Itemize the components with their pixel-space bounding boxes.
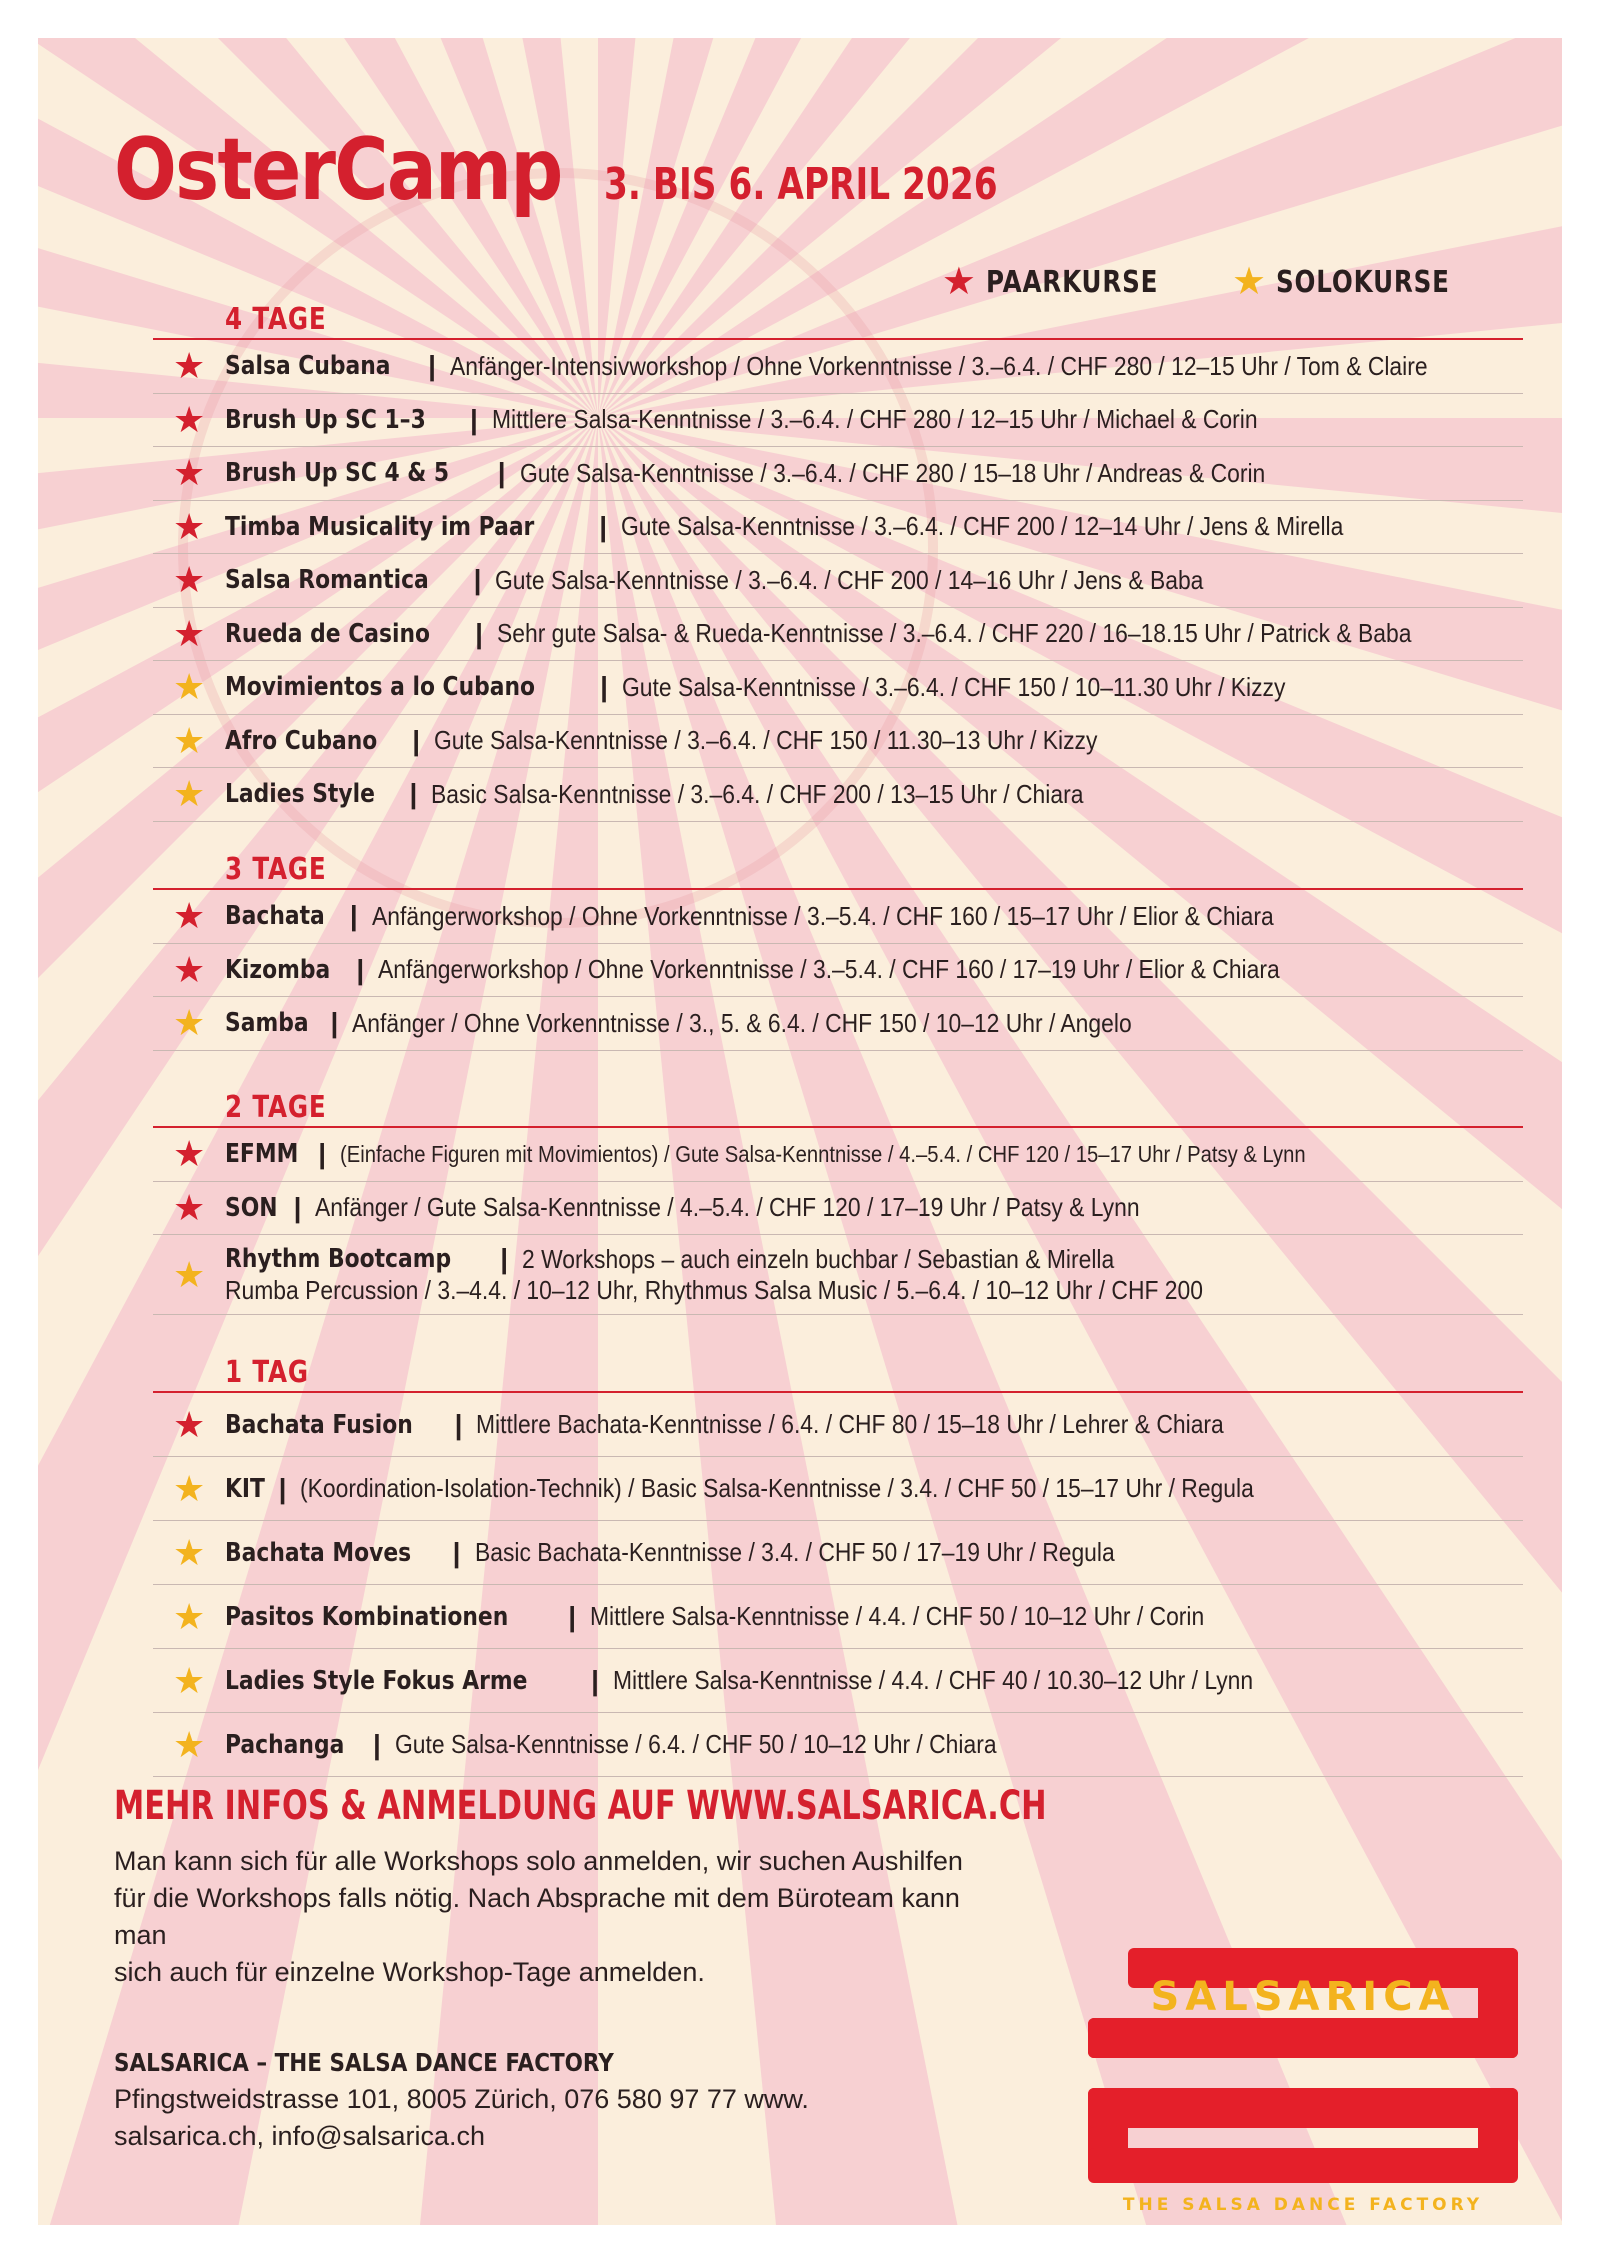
- yellow-star-icon: ★: [173, 1253, 206, 1295]
- course-name: Salsa Cubana: [225, 351, 391, 382]
- course-details: 2 Workshops – auch einzeln buchbar / Sebastian & Mirella: [522, 1243, 1115, 1274]
- course-row: [153, 1235, 1523, 1315]
- course-row: [153, 447, 1523, 501]
- course-name: Ladies Style Fokus Arme: [225, 1665, 528, 1696]
- separator-bar: |: [412, 724, 421, 756]
- course-details: Anfängerworkshop / Ohne Vorkenntnisse / 3.–5.4. / CHF 160 / 17–19 Uhr / Elior & Chiara: [378, 954, 1280, 985]
- separator-bar: |: [349, 900, 358, 932]
- yellow-star-icon: ★: [173, 1723, 206, 1765]
- course-line: [225, 1729, 1078, 1761]
- course-details: (Einfache Figuren mit Movimientos) / Gute Salsa-Kenntnisse / 4.–5.4. / CHF 120 / 15–17 Uhr / Patsy & Lynn: [340, 1140, 1306, 1167]
- info-title: MEHR INFOS & ANMELDUNG AUF WWW.SALSARICA.CH: [114, 1783, 1047, 1829]
- separator-bar: |: [452, 1536, 461, 1568]
- course-details: Mittlere Bachata-Kenntnisse / 6.4. / CHF 80 / 15–18 Uhr / Lehrer & Chiara: [476, 1409, 1225, 1439]
- separator-bar: |: [475, 617, 483, 649]
- course-line: [225, 671, 1376, 703]
- yellow-star-icon: ★: [173, 1531, 206, 1573]
- section-title: [153, 1353, 1523, 1393]
- section-0: [153, 300, 1523, 822]
- course-row: [153, 997, 1523, 1051]
- course-line: [225, 954, 1403, 986]
- separator-bar: |: [278, 1472, 287, 1504]
- separator-bar: |: [318, 1138, 327, 1170]
- separator-bar: |: [470, 403, 478, 435]
- footer-address: [114, 2081, 894, 2155]
- course-details: Mittlere Salsa-Kenntnisse / 4.4. / CHF 50 / 10–12 Uhr / Corin: [590, 1601, 1205, 1631]
- header: [114, 120, 1109, 220]
- yellow-star-icon: ★: [173, 1467, 206, 1509]
- red-star-icon: ★: [173, 345, 206, 387]
- event-dates: 3. BIS 6. APRIL 2026: [604, 159, 999, 210]
- logo-tagline: THE SALSA DANCE FACTORY: [1122, 2195, 1484, 2215]
- page-title: OsterCamp: [114, 120, 562, 220]
- legend-solokurse: [1232, 263, 1488, 301]
- red-star-icon: ★: [173, 505, 206, 547]
- section-2: [153, 1088, 1523, 1315]
- course-row: [153, 1649, 1523, 1713]
- course-line: [225, 350, 1561, 382]
- red-star-icon: ★: [173, 1186, 206, 1228]
- legend-solokurse-label: SOLOKURSE: [1276, 264, 1450, 300]
- course-line: [225, 618, 1536, 650]
- course-line: [225, 1138, 1437, 1170]
- course-name: Afro Cubano: [225, 725, 378, 756]
- course-details: Mittlere Salsa-Kenntnisse / 3.–6.4. / CHF 280 / 12–15 Uhr / Michael & Corin: [491, 404, 1258, 435]
- section-title: [153, 850, 1523, 890]
- course-name: Rhythm Bootcamp: [225, 1244, 452, 1274]
- course-details: Gute Salsa-Kenntnisse / 3.–6.4. / CHF 200 / 14–16 Uhr / Jens & Baba: [495, 564, 1204, 595]
- salsarica-25-logo: [1088, 1938, 1518, 2218]
- course-details: (Koordination-Isolation-Technik) / Basic Salsa-Kenntnisse / 3.4. / CHF 50 / 15–17 Uhr / Regula: [300, 1473, 1255, 1503]
- course-line: [225, 725, 1188, 757]
- course-line: [225, 404, 1362, 436]
- course-name: Bachata Moves: [225, 1537, 412, 1568]
- red-star-icon: ★: [173, 559, 206, 601]
- course-row: [153, 1521, 1523, 1585]
- course-line: [225, 1601, 1288, 1633]
- section-title: [153, 1088, 1523, 1128]
- course-name: Samba: [225, 1008, 309, 1039]
- separator-bar: |: [293, 1191, 302, 1223]
- legend-paarkurse-label: PAARKURSE: [985, 264, 1159, 300]
- info-text: [114, 1843, 1014, 1991]
- course-line: [225, 511, 1442, 543]
- course-row: [153, 608, 1523, 662]
- course-name: Movimientos a lo Cubano: [225, 672, 536, 703]
- section-3: [153, 1353, 1523, 1777]
- separator-bar: |: [568, 1600, 577, 1632]
- course-details: Sehr gute Salsa- & Rueda-Kenntnisse / 3.–6.4. / CHF 220 / 16–18.15 Uhr / Patrick & Baba: [496, 618, 1412, 649]
- course-row: [153, 340, 1523, 394]
- course-line: [225, 1537, 1201, 1569]
- separator-bar: |: [373, 1728, 381, 1760]
- section-title-label: 2 TAGE: [225, 1090, 327, 1125]
- course-line: [225, 564, 1300, 596]
- course-row: [153, 944, 1523, 998]
- course-details: Gute Salsa-Kenntnisse / 6.4. / CHF 50 / 10–12 Uhr / Chiara: [394, 1729, 997, 1759]
- footer: [114, 2048, 894, 2155]
- course-name: Brush Up SC 1–3: [225, 404, 426, 435]
- red-star-icon: ★: [941, 261, 976, 303]
- course-details: Anfänger-Intensivworkshop / Ohne Vorkenntnisse / 3.–6.4. / CHF 280 / 12–15 Uhr / Tom & Claire: [449, 350, 1428, 381]
- course-row: [153, 890, 1523, 944]
- yellow-star-icon: ★: [173, 773, 206, 815]
- separator-bar: |: [428, 350, 436, 382]
- course-name: Ladies Style: [225, 779, 375, 810]
- course-row: [153, 1457, 1523, 1521]
- course-details: Gute Salsa-Kenntnisse / 3.–6.4. / CHF 150 / 11.30–13 Uhr / Kizzy: [434, 725, 1098, 756]
- course-name: SON: [225, 1192, 278, 1223]
- poster: [38, 38, 1562, 2225]
- red-star-icon: ★: [173, 612, 206, 654]
- separator-bar: |: [600, 671, 608, 703]
- course-details: Gute Salsa-Kenntnisse / 3.–6.4. / CHF 200 / 12–14 Uhr / Jens & Mirella: [621, 511, 1344, 542]
- course-row: [153, 1128, 1523, 1182]
- separator-bar: |: [330, 1007, 339, 1039]
- course-details: Anfängerworkshop / Ohne Vorkenntnisse / 3.–5.4. / CHF 160 / 15–17 Uhr / Elior & Chiara: [371, 900, 1274, 931]
- course-details: Basic Bachata-Kenntnisse / 3.4. / CHF 50 / 17–19 Uhr / Regula: [474, 1537, 1115, 1567]
- course-name: KIT: [225, 1473, 265, 1504]
- course-row: [153, 394, 1523, 448]
- separator-bar: |: [473, 564, 482, 596]
- course-line: [225, 900, 1396, 932]
- course-row: [153, 768, 1523, 822]
- course-name: EFMM: [225, 1139, 299, 1170]
- yellow-star-icon: ★: [173, 1595, 206, 1637]
- info-block: [114, 1783, 1074, 1991]
- course-row: [153, 661, 1523, 715]
- course-row: [153, 501, 1523, 555]
- separator-bar: |: [599, 510, 608, 542]
- course-name: Brush Up SC 4 & 5: [225, 458, 450, 489]
- course-line: [225, 1007, 1238, 1039]
- course-name: Bachata Fusion: [225, 1409, 413, 1440]
- course-details: Gute Salsa-Kenntnisse / 3.–6.4. / CHF 280 / 15–18 Uhr / Andreas & Corin: [519, 457, 1265, 488]
- course-name: Rueda de Casino: [225, 618, 431, 649]
- course-row: [153, 715, 1523, 769]
- course-name: Pasitos Kombinationen: [225, 1601, 509, 1632]
- red-star-icon: ★: [173, 948, 206, 990]
- course-details: Mittlere Salsa-Kenntnisse / 4.4. / CHF 40 / 10.30–12 Uhr / Lynn: [612, 1665, 1254, 1695]
- course-line: [225, 1665, 1340, 1697]
- course-row: [153, 1182, 1523, 1236]
- course-row: [153, 1393, 1523, 1457]
- section-title-label: 3 TAGE: [225, 852, 327, 887]
- footer-title: SALSARICA – THE SALSA DANCE FACTORY: [114, 2048, 614, 2077]
- course-details: Anfänger / Gute Salsa-Kenntnisse / 4.–5.4. / CHF 120 / 17–19 Uhr / Patsy & Lynn: [315, 1192, 1141, 1223]
- course-line: [225, 1473, 1384, 1505]
- red-star-icon: ★: [173, 1403, 206, 1445]
- separator-bar: |: [454, 1408, 463, 1440]
- separator-bar: |: [409, 778, 418, 810]
- section-title: [153, 300, 1523, 340]
- yellow-star-icon: ★: [173, 1002, 206, 1044]
- logo-brand: SALSARICA: [1150, 1974, 1456, 2020]
- footer-line: salsarica.ch, info@salsarica.ch: [114, 2121, 486, 2151]
- course-row: [153, 1585, 1523, 1649]
- yellow-star-icon: ★: [173, 719, 206, 761]
- course-line: [225, 1409, 1326, 1441]
- course-line: [225, 457, 1367, 489]
- course-details: Basic Salsa-Kenntnisse / 3.–6.4. / CHF 200 / 13–15 Uhr / Chiara: [431, 778, 1084, 809]
- course-name: Timba Musicality im Paar: [225, 511, 535, 542]
- info-line: sich auch für einzelne Workshop-Tage anmelden.: [114, 1957, 705, 1987]
- red-star-icon: ★: [173, 895, 206, 937]
- course-name: Bachata: [225, 901, 325, 932]
- section-1: [153, 850, 1523, 1051]
- red-star-icon: ★: [173, 398, 206, 440]
- info-line: für die Workshops falls nötig. Nach Absprache mit dem Büroteam kann man: [114, 1883, 960, 1950]
- section-title-label: 4 TAGE: [225, 302, 327, 337]
- yellow-star-icon: ★: [1231, 261, 1267, 303]
- separator-bar: |: [497, 457, 506, 489]
- course-row: [153, 554, 1523, 608]
- info-line: Man kann sich für alle Workshops solo anmelden, wir suchen Aushilfen: [114, 1846, 963, 1876]
- course-details-line2: Rumba Percussion / 3.–4.4. / 10–12 Uhr, Rhythmus Salsa Music / 5.–6.4. / 10–12 Uhr / CHF 200: [225, 1275, 1203, 1305]
- course-row: [153, 1713, 1523, 1777]
- legend: [942, 263, 1488, 301]
- separator-bar: |: [591, 1664, 599, 1696]
- separator-bar: |: [356, 953, 365, 985]
- section-title-label: 1 TAG: [225, 1355, 309, 1390]
- red-star-icon: ★: [173, 452, 206, 494]
- course-details: Gute Salsa-Kenntnisse / 3.–6.4. / CHF 150 / 10–11.30 Uhr / Kizzy: [621, 671, 1286, 702]
- red-star-icon: ★: [173, 1133, 206, 1175]
- course-line: [225, 778, 1173, 810]
- yellow-star-icon: ★: [173, 1659, 206, 1701]
- footer-line: Pfingstweidstrasse 101, 8005 Zürich, 076 580 97 77 www.: [114, 2084, 809, 2114]
- course-name: Salsa Romantica: [225, 565, 429, 596]
- course-name: Kizomba: [225, 954, 331, 985]
- course-line: [225, 1243, 1195, 1275]
- course-details: Anfänger / Ohne Vorkenntnisse / 3., 5. & 6.4. / CHF 150 / 10–12 Uhr / Angelo: [352, 1007, 1133, 1038]
- yellow-star-icon: ★: [173, 666, 206, 708]
- legend-paarkurse: [942, 263, 1196, 301]
- course-name: Pachanga: [225, 1729, 345, 1760]
- course-line: [225, 1192, 1252, 1224]
- separator-bar: |: [500, 1243, 509, 1274]
